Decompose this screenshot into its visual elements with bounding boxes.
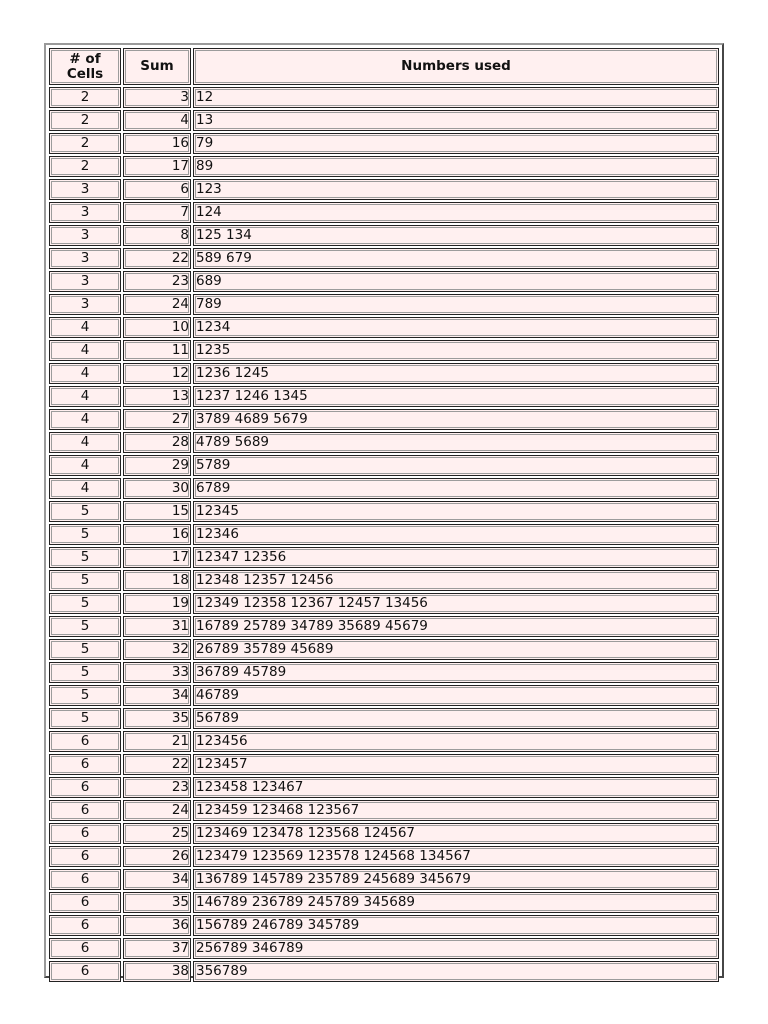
sum-value: 19 — [123, 593, 191, 614]
numbers-used: 12346 — [193, 524, 719, 545]
cell-count: 6 — [49, 892, 121, 913]
table-row — [49, 547, 719, 568]
sum-value: 8 — [123, 225, 191, 246]
cell-count: 4 — [49, 432, 121, 453]
cell-count: 5 — [49, 639, 121, 660]
sum-value: 37 — [123, 938, 191, 959]
sum-value: 4 — [123, 110, 191, 131]
cell-count: 6 — [49, 777, 121, 798]
cell-count: 6 — [49, 800, 121, 821]
sum-value: 12 — [123, 363, 191, 384]
table-row — [49, 639, 719, 660]
cell-count: 5 — [49, 662, 121, 683]
sum-value: 22 — [123, 248, 191, 269]
sum-value: 23 — [123, 777, 191, 798]
sum-value: 16 — [123, 524, 191, 545]
numbers-used: 146789 236789 245789 345689 — [193, 892, 719, 913]
sum-value: 24 — [123, 800, 191, 821]
header-cell-count — [49, 48, 121, 85]
numbers-used: 79 — [193, 133, 719, 154]
cell-count: 6 — [49, 823, 121, 844]
numbers-used: 26789 35789 45689 — [193, 639, 719, 660]
sum-value: 36 — [123, 915, 191, 936]
numbers-used: 123479 123569 123578 124568 134567 — [193, 846, 719, 867]
cell-count: 5 — [49, 547, 121, 568]
numbers-used: 12 — [193, 87, 719, 108]
numbers-used: 123458 123467 — [193, 777, 719, 798]
table-row — [49, 455, 719, 476]
header-row — [49, 48, 719, 85]
table-row — [49, 570, 719, 591]
cell-count: 3 — [49, 248, 121, 269]
sum-value: 28 — [123, 432, 191, 453]
table-row — [49, 501, 719, 522]
table-row — [49, 432, 719, 453]
cell-count: 4 — [49, 409, 121, 430]
table-row — [49, 133, 719, 154]
table-row — [49, 179, 719, 200]
table-row — [49, 823, 719, 844]
cell-count: 6 — [49, 961, 121, 982]
sum-value: 30 — [123, 478, 191, 499]
cell-count: 2 — [49, 87, 121, 108]
cell-count: 6 — [49, 869, 121, 890]
sum-value: 15 — [123, 501, 191, 522]
numbers-used: 12349 12358 12367 12457 13456 — [193, 593, 719, 614]
sum-value: 23 — [123, 271, 191, 292]
sum-value: 31 — [123, 616, 191, 637]
numbers-used: 46789 — [193, 685, 719, 706]
table-row — [49, 662, 719, 683]
numbers-used: 1234 — [193, 317, 719, 338]
cell-count: 3 — [49, 294, 121, 315]
cell-count: 4 — [49, 386, 121, 407]
table-row — [49, 317, 719, 338]
sum-value: 6 — [123, 179, 191, 200]
table-row — [49, 593, 719, 614]
cell-count: 3 — [49, 202, 121, 223]
header-sum: Sum — [123, 48, 191, 85]
numbers-used: 689 — [193, 271, 719, 292]
sum-value: 35 — [123, 892, 191, 913]
sum-value: 29 — [123, 455, 191, 476]
table-row — [49, 777, 719, 798]
cell-count: 6 — [49, 846, 121, 867]
numbers-used: 123 — [193, 179, 719, 200]
numbers-used: 123456 — [193, 731, 719, 752]
sum-value: 33 — [123, 662, 191, 683]
cell-count: 5 — [49, 524, 121, 545]
numbers-used: 16789 25789 34789 35689 45679 — [193, 616, 719, 637]
cell-count: 4 — [49, 478, 121, 499]
numbers-used: 124 — [193, 202, 719, 223]
numbers-used: 6789 — [193, 478, 719, 499]
cell-count: 4 — [49, 317, 121, 338]
sum-value: 16 — [123, 133, 191, 154]
table-body — [49, 87, 719, 982]
sum-value: 11 — [123, 340, 191, 361]
numbers-used: 1236 1245 — [193, 363, 719, 384]
sum-value: 26 — [123, 846, 191, 867]
table-row — [49, 248, 719, 269]
table-row — [49, 294, 719, 315]
table-row — [49, 800, 719, 821]
cell-count: 5 — [49, 570, 121, 591]
cell-count: 3 — [49, 271, 121, 292]
sum-value: 38 — [123, 961, 191, 982]
table-row — [49, 869, 719, 890]
table-row — [49, 409, 719, 430]
numbers-used: 89 — [193, 156, 719, 177]
cell-count: 2 — [49, 133, 121, 154]
cell-count: 6 — [49, 731, 121, 752]
cell-count: 3 — [49, 225, 121, 246]
sum-value: 24 — [123, 294, 191, 315]
table-row — [49, 225, 719, 246]
header-cell-count-label: # of Cells — [66, 50, 104, 82]
table-row — [49, 340, 719, 361]
table-row — [49, 87, 719, 108]
table-row — [49, 156, 719, 177]
cell-count: 5 — [49, 501, 121, 522]
table-row — [49, 938, 719, 959]
numbers-used: 12348 12357 12456 — [193, 570, 719, 591]
sum-value: 25 — [123, 823, 191, 844]
sum-value: 34 — [123, 869, 191, 890]
cell-count: 2 — [49, 110, 121, 131]
sum-value: 21 — [123, 731, 191, 752]
table-row — [49, 708, 719, 729]
sum-value: 7 — [123, 202, 191, 223]
sum-value: 27 — [123, 409, 191, 430]
cell-count: 2 — [49, 156, 121, 177]
table-row — [49, 685, 719, 706]
sum-value: 34 — [123, 685, 191, 706]
cell-count: 6 — [49, 938, 121, 959]
header-numbers-used: Numbers used — [193, 48, 719, 85]
table-row — [49, 754, 719, 775]
cell-count: 4 — [49, 340, 121, 361]
cell-count: 5 — [49, 593, 121, 614]
sum-value: 22 — [123, 754, 191, 775]
cell-count: 3 — [49, 179, 121, 200]
numbers-used: 36789 45789 — [193, 662, 719, 683]
cell-count: 6 — [49, 754, 121, 775]
table-row — [49, 915, 719, 936]
table-row — [49, 846, 719, 867]
table-frame — [44, 43, 724, 978]
table-row — [49, 616, 719, 637]
table-row — [49, 731, 719, 752]
sum-value: 17 — [123, 156, 191, 177]
table-row — [49, 363, 719, 384]
cell-count: 4 — [49, 363, 121, 384]
numbers-used: 256789 346789 — [193, 938, 719, 959]
table-row — [49, 110, 719, 131]
numbers-used: 13 — [193, 110, 719, 131]
cell-count: 4 — [49, 455, 121, 476]
table-row — [49, 478, 719, 499]
table-row — [49, 271, 719, 292]
table-row — [49, 202, 719, 223]
cell-count: 5 — [49, 685, 121, 706]
numbers-used: 12347 12356 — [193, 547, 719, 568]
numbers-used: 5789 — [193, 455, 719, 476]
numbers-used: 589 679 — [193, 248, 719, 269]
numbers-used: 123459 123468 123567 — [193, 800, 719, 821]
sum-value: 3 — [123, 87, 191, 108]
sum-value: 17 — [123, 547, 191, 568]
numbers-used: 4789 5689 — [193, 432, 719, 453]
numbers-used: 125 134 — [193, 225, 719, 246]
numbers-used: 12345 — [193, 501, 719, 522]
numbers-used: 56789 — [193, 708, 719, 729]
numbers-used: 136789 145789 235789 245689 345679 — [193, 869, 719, 890]
cell-count: 5 — [49, 708, 121, 729]
numbers-used: 1237 1246 1345 — [193, 386, 719, 407]
sum-value: 32 — [123, 639, 191, 660]
sum-value: 10 — [123, 317, 191, 338]
numbers-used: 156789 246789 345789 — [193, 915, 719, 936]
table-row — [49, 892, 719, 913]
numbers-used: 3789 4689 5679 — [193, 409, 719, 430]
numbers-used: 123469 123478 123568 124567 — [193, 823, 719, 844]
sum-value: 18 — [123, 570, 191, 591]
sum-value: 35 — [123, 708, 191, 729]
sum-value: 13 — [123, 386, 191, 407]
cell-count: 6 — [49, 915, 121, 936]
cell-count: 5 — [49, 616, 121, 637]
sum-combinations-table — [47, 46, 721, 984]
table-row — [49, 524, 719, 545]
numbers-used: 356789 — [193, 961, 719, 982]
numbers-used: 789 — [193, 294, 719, 315]
table-row — [49, 386, 719, 407]
table-row — [49, 961, 719, 982]
numbers-used: 123457 — [193, 754, 719, 775]
numbers-used: 1235 — [193, 340, 719, 361]
